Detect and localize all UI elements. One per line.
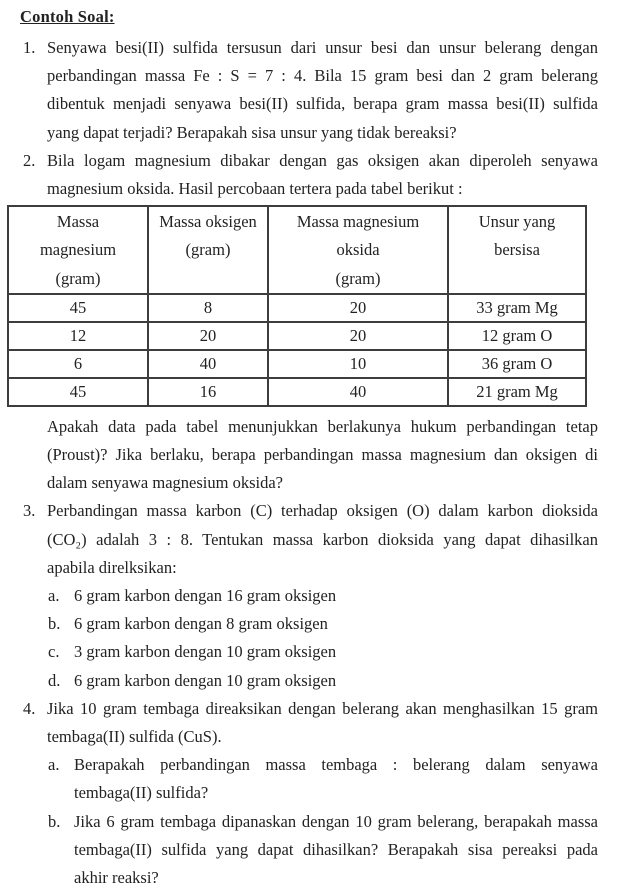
option-c — [47, 638, 598, 666]
text-line: Perbandingan massa karbon (C) terhadap oksigen (O) dalam karbon dioksida — [47, 501, 598, 521]
subquestion-a — [47, 751, 598, 807]
text-line: Senyawa besi(II) sulfida tersusun dari unsur besi dan unsur belerang dengan — [47, 38, 598, 57]
table-cell: 8 — [148, 294, 268, 322]
table-row — [8, 322, 586, 350]
table-cell: 20 — [148, 322, 268, 350]
option-d — [47, 667, 598, 695]
option-marker: d. — [48, 670, 61, 690]
header-line: bersisa — [494, 240, 540, 260]
text-line: dalam senyawa magnesium oksida? — [47, 473, 283, 493]
option-text: 6 gram karbon dengan 10 gram oksigen — [74, 670, 337, 690]
text-line: apabila direlksikan: — [47, 557, 177, 577]
table-cell: 40 — [268, 378, 448, 406]
table-header-cell-massa-oksigen — [148, 206, 268, 294]
problem-number: 2. — [23, 150, 36, 170]
table-cell: 36 gram O — [448, 350, 586, 378]
table-cell: 45 — [8, 294, 148, 322]
option-text: 6 gram karbon dengan 16 gram oksigen — [74, 586, 337, 606]
text-line: yang dapat terjadi? Berapakah sisa unsur yang tidak bereaksi? — [47, 122, 457, 142]
text-line: (CO₂) adalah 3 : 8. Tentukan massa karbon dioksida yang dapat dihasilkan — [47, 529, 598, 549]
problem-number: 1. — [23, 38, 36, 57]
table-cell: 16 — [148, 378, 268, 406]
problem-3 — [20, 497, 598, 694]
option-b — [47, 610, 598, 638]
problem-number: 4. — [23, 698, 36, 718]
subquestion-marker: b. — [48, 811, 61, 831]
header-line: Massa — [56, 212, 100, 232]
table-row — [8, 378, 586, 406]
table-cell: 12 — [8, 322, 148, 350]
header-line: (gram) — [55, 268, 101, 288]
option-a — [47, 582, 598, 610]
table-cell: 6 — [8, 350, 148, 378]
table-header-cell-unsur-bersisa — [448, 206, 586, 294]
option-marker: b. — [48, 614, 61, 634]
option-text: 6 gram karbon dengan 8 gram oksigen — [74, 614, 328, 634]
table-row — [8, 350, 586, 378]
table-cell: 20 — [268, 322, 448, 350]
table-cell: 21 gram Mg — [448, 378, 586, 406]
header-line: Massa magnesium — [296, 212, 420, 232]
text-line: Apakah data pada tabel menunjukkan berlakunya hukum perbandingan tetap — [47, 416, 598, 436]
text-line: dibentuk menjadi senyawa besi(II) sulfida, berapa gram massa besi(II) sulfida — [47, 94, 598, 114]
option-text: 3 gram karbon dengan 10 gram oksigen — [74, 642, 337, 662]
text-line: tembaga(II) sulfida (CuS). — [47, 727, 222, 747]
problem-1 — [20, 34, 598, 147]
header-line: Unsur yang — [478, 212, 556, 232]
table-cell: 12 gram O — [448, 322, 586, 350]
text-line: akhir reaksi? — [74, 868, 159, 888]
problem-4 — [20, 695, 598, 892]
text-line: (Proust)? Jika berlaku, berapa perbandingan massa magnesium dan oksigen di — [47, 445, 598, 465]
text-line: Jika 6 gram tembaga dipanaskan dengan 10 gram belerang, berapakah massa — [74, 811, 598, 831]
text-line: Bila logam magnesium dibakar dengan gas oksigen akan diperoleh senyawa — [47, 150, 598, 170]
text-line: perbandingan massa Fe : S = 7 : 4. Bila 15 gram besi dan 2 gram belerang — [47, 66, 598, 86]
text-line: tembaga(II) sulfida? — [74, 783, 209, 803]
problem-number: 3. — [23, 501, 36, 521]
header-line: magnesium — [39, 240, 117, 260]
option-marker: a. — [48, 586, 60, 606]
problem-2 — [20, 147, 598, 498]
table-cell: 40 — [148, 350, 268, 378]
option-marker: c. — [48, 642, 60, 662]
header-line: (gram) — [335, 268, 381, 288]
table-cell: 45 — [8, 378, 148, 406]
experiment-table — [7, 205, 587, 407]
subquestion-b — [47, 808, 598, 892]
table-header-row — [8, 206, 586, 294]
text-line: magnesium oksida. Hasil percobaan tertera pada tabel berikut : — [47, 179, 463, 199]
header-line: oksida — [336, 240, 380, 260]
table-row — [8, 294, 586, 322]
table-cell: 10 — [268, 350, 448, 378]
subquestion-marker: a. — [48, 755, 60, 775]
table-header-cell-massa-magnesium-oksida — [268, 206, 448, 294]
table-header-cell-massa-magnesium — [8, 206, 148, 294]
header-line: Massa oksigen — [159, 212, 257, 232]
text-line: tembaga(II) sulfida yang dapat dihasilkan? Berapakah sisa pereaksi pada — [74, 839, 598, 859]
header-line: (gram) — [185, 240, 231, 260]
page-title: Contoh Soal: — [20, 7, 115, 26]
text-line: Jika 10 gram tembaga direaksikan dengan belerang akan menghasilkan 15 gram — [47, 698, 598, 718]
table-cell: 20 — [268, 294, 448, 322]
text-line: Berapakah perbandingan massa tembaga : belerang dalam senyawa — [74, 755, 598, 775]
table-cell: 33 gram Mg — [448, 294, 586, 322]
